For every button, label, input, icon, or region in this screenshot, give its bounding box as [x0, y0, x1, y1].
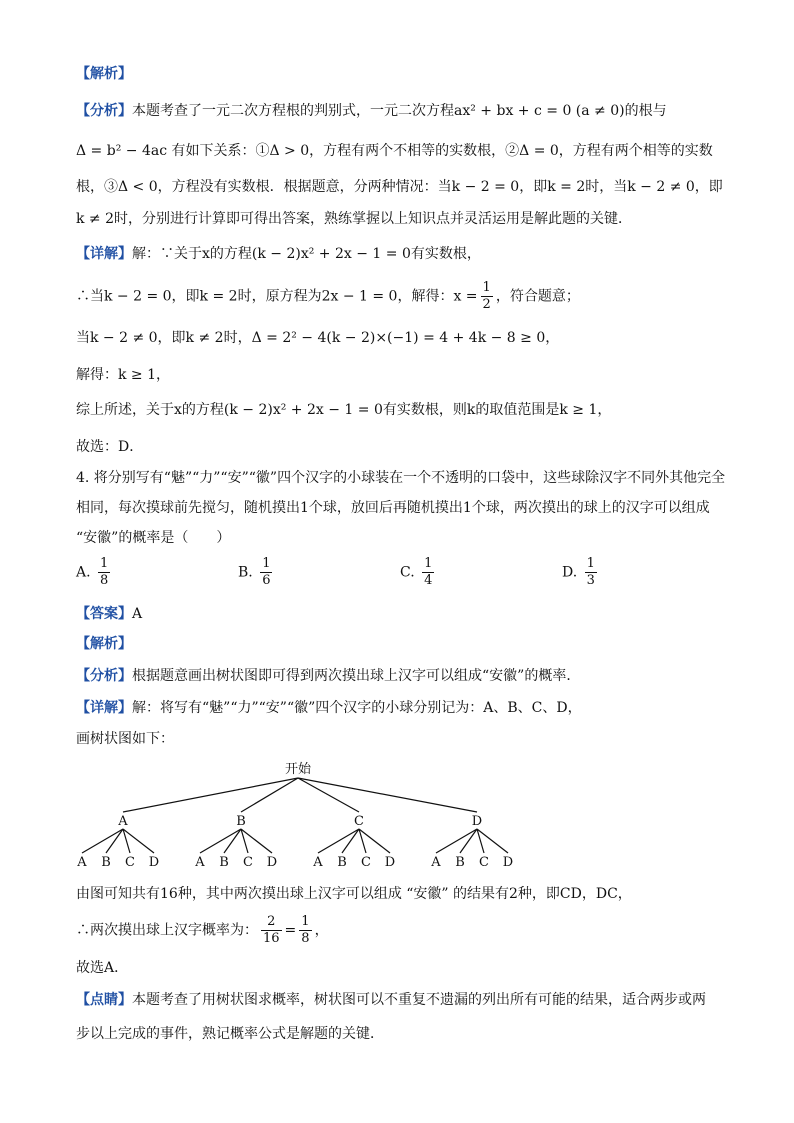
tree-leaf: D: [384, 855, 396, 870]
tree-node: B: [236, 814, 246, 829]
xiangjie-tag: 【详解】: [76, 246, 132, 262]
fraction-numerator: 1: [262, 556, 271, 571]
question-text-line: “安徽”的概率是（ ）: [76, 530, 231, 546]
tree-subtree-d: [430, 814, 513, 870]
option-fraction: [260, 556, 272, 589]
analysis-paragraph-line: 根，③Δ < 0，方程没有实数根．根据题意，分两种情况：当k − 2 = 0，即k = 2时，当k − 2 ≠ 0，即: [76, 179, 723, 195]
tree-subtree-c: [312, 814, 395, 870]
fraction-denominator: 6: [262, 573, 271, 588]
answer-line: [76, 604, 142, 624]
fraction-denominator: 2: [482, 297, 491, 312]
fenxi-tag: 【分析】: [76, 668, 132, 684]
tree-subtree-a: [76, 814, 159, 870]
option-c: [400, 556, 437, 589]
detail-line: [76, 244, 481, 264]
tree-leaf: C: [479, 855, 489, 870]
fraction-numerator: 1: [586, 556, 595, 571]
tree-node: C: [354, 814, 364, 829]
question-text-line: 相同，每次摸球前先搅匀，随机摸出1个球，放回后再随机摸出1个球，两次摸出的球上的汉字可以组成: [76, 500, 710, 516]
xiangjie-text: 解：∵关于x的方程(k − 2)x² + 2x − 1 = 0有实数根，: [132, 246, 481, 262]
detail-line: 综上所述，关于x的方程(k − 2)x² + 2x − 1 = 0有实数根，则k的取值范围是k ≥ 1，: [76, 402, 612, 418]
tree-leaf: A: [431, 855, 441, 870]
fraction-numerator: 1: [301, 914, 310, 929]
analysis-tag: 【解析】: [76, 636, 132, 652]
analysis-line: [76, 666, 580, 686]
dianjing-text: 本题考查了用树状图求概率，树状图可以不重复不遗漏的列出所有可能的结果，适合两步或两: [132, 992, 706, 1008]
answer-value: A: [132, 606, 143, 622]
option-label: D.: [562, 564, 578, 581]
fenxi-tag: 【分析】: [76, 103, 132, 119]
tree-leaf: C: [243, 855, 253, 870]
detail-line: [76, 280, 580, 313]
probability-fraction: [299, 914, 311, 947]
tree-subtree-b: [194, 814, 277, 870]
tree-node: A: [118, 814, 128, 829]
tree-leaf: A: [195, 855, 205, 870]
question-text-line: 4. 将分别写有“魅”“力”“安”“徽”四个汉字的小球装在一个不透明的口袋中，这些球除汉字不同外其他完全: [76, 470, 726, 486]
option-a: [76, 556, 113, 589]
probability-line: [76, 914, 329, 947]
tree-leaf: C: [361, 855, 371, 870]
probability-prefix: ∴两次摸出球上汉字概率为：: [76, 922, 258, 939]
option-fraction: [98, 556, 110, 589]
probability-fraction: [261, 914, 282, 947]
tree-root: 开始: [284, 762, 312, 777]
option-label: A.: [76, 564, 91, 581]
probability-suffix: ，: [314, 922, 329, 939]
analysis-tag: 【解析】: [76, 66, 132, 82]
comment-line: [76, 990, 706, 1010]
choose-line: 故选：D．: [76, 439, 144, 455]
fraction-numerator: 2: [261, 914, 282, 931]
tree-node: D: [471, 814, 483, 829]
comment-line: 步以上完成的事件，熟记概率公式是解题的关键．: [76, 1026, 384, 1042]
analysis-paragraph-line: Δ = b² − 4ac 有如下关系：①Δ > 0，方程有两个不相等的实数根，②Δ = 0，方程有两个相等的实数: [76, 143, 713, 159]
choose-line: 故选A．: [76, 960, 129, 976]
case1-tail: ，符合题意；: [495, 288, 580, 305]
tree-diagram: [70, 756, 550, 876]
fraction-denominator: 8: [100, 573, 109, 588]
tree-branch: [298, 778, 359, 812]
fraction-denominator: 8: [301, 931, 310, 946]
tree-leaf: D: [266, 855, 278, 870]
xiangjie-tag: 【详解】: [76, 700, 132, 716]
fraction-denominator: 16: [263, 931, 280, 946]
option-b: [238, 556, 275, 589]
case1-text: ∴当k − 2 = 0，即k = 2时，原方程为2x − 1 = 0，解得：x =: [76, 288, 478, 305]
option-fraction: [585, 556, 597, 589]
option-d: [562, 556, 600, 589]
tree-branch: [298, 778, 477, 812]
tree-leaf: B: [101, 855, 111, 870]
dianjing-tag: 【点睛】: [76, 992, 132, 1008]
tree-intro: 画树状图如下：: [76, 731, 174, 747]
tree-leaf: B: [455, 855, 465, 870]
tree-leaf: C: [125, 855, 135, 870]
tree-leaf: B: [337, 855, 347, 870]
detail-line: 解得：k ≥ 1，: [76, 367, 171, 383]
tree-leaf: D: [502, 855, 514, 870]
xiangjie-text: 解：将写有“魅”“力”“安”“徽”四个汉字的小球分别记为：A、B、C、D，: [132, 700, 582, 716]
fenxi-text: 根据题意画出树状图即可得到两次摸出球上汉字可以组成“安徽”的概率．: [132, 668, 581, 684]
option-label: C.: [400, 564, 415, 581]
detail-line: 当k − 2 ≠ 0，即k ≠ 2时，Δ = 2² − 4(k − 2)×(−1) = 4 + 4k − 8 ≥ 0，: [76, 330, 560, 346]
fenxi-text: 本题考查了一元二次方程根的判别式，一元二次方程ax² + bx + c = 0 (a ≠ 0)的根与: [132, 103, 667, 119]
fraction-numerator: 1: [100, 556, 109, 571]
equals-sign: =: [284, 922, 297, 939]
result-line: 由图可知共有16种，其中两次摸出球上汉字可以组成 “安徽” 的结果有2种，即CD，DC，: [76, 886, 632, 902]
tree-branch: [123, 778, 298, 812]
fraction-denominator: 3: [586, 573, 595, 588]
detail-line: [76, 698, 582, 718]
analysis-paragraph-line: [76, 101, 667, 121]
fraction-one-half: [481, 280, 493, 313]
analysis-paragraph-line: k ≠ 2时，分别进行计算即可得出答案，熟练掌握以上知识点并灵活运用是解此题的关键．: [76, 211, 633, 227]
answer-tag: 【答案】: [76, 606, 132, 622]
tree-leaf: B: [219, 855, 229, 870]
tree-leaf: A: [77, 855, 87, 870]
fraction-numerator: 1: [424, 556, 433, 571]
tree-leaf: A: [313, 855, 323, 870]
fraction-denominator: 4: [424, 573, 433, 588]
tree-leaf: D: [148, 855, 160, 870]
fraction-numerator: 1: [482, 280, 491, 295]
option-label: B.: [238, 564, 253, 581]
option-fraction: [422, 556, 434, 589]
